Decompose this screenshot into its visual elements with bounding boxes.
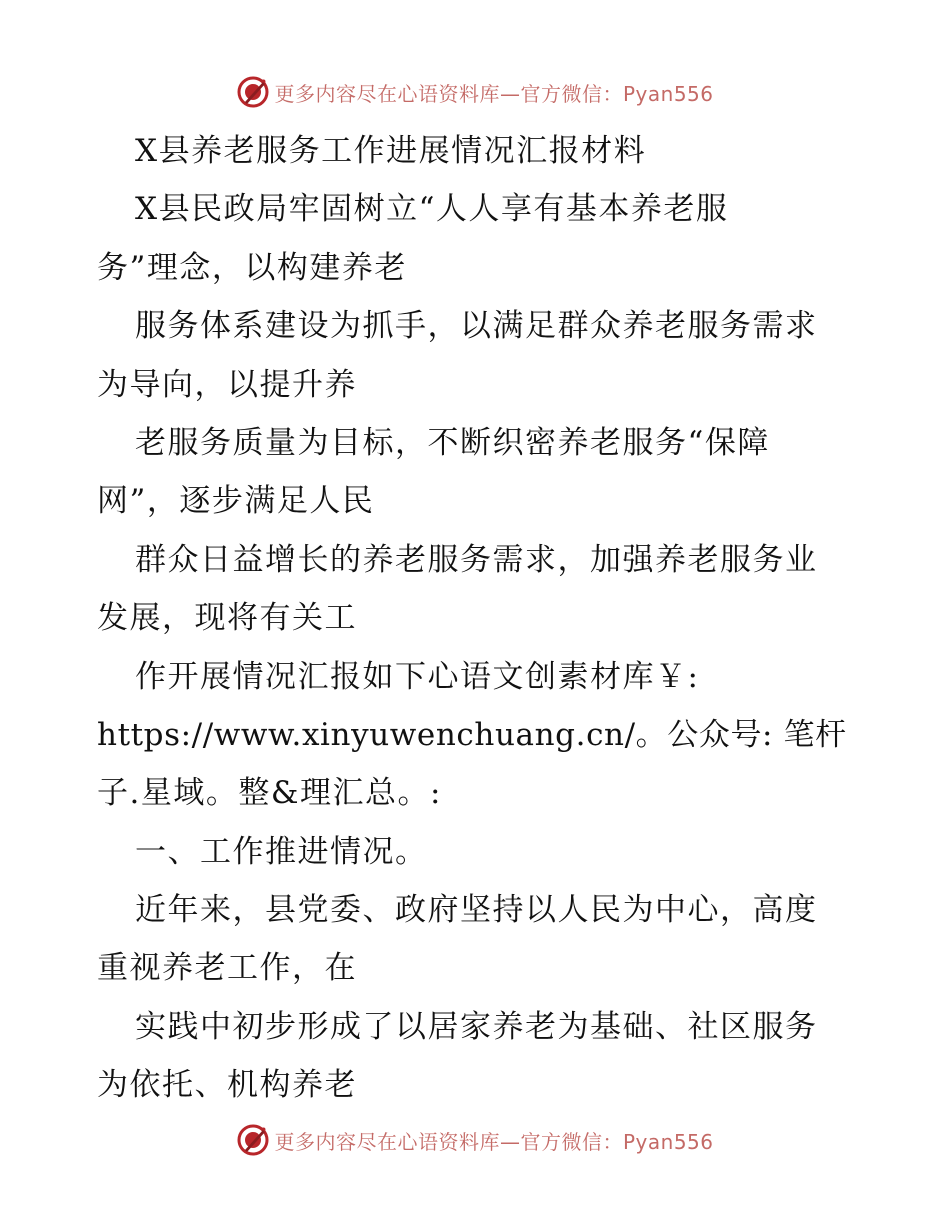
paragraph-line: 实践中初步形成了以居家养老为基础、社区服务 (135, 1008, 818, 1045)
paragraph-line: 群众日益增长的养老服务需求，加强养老服务业 (135, 541, 818, 578)
header-wechat-label: 官方微信： (520, 81, 623, 106)
paragraph-line: 子.星域。整&理汇总。: (97, 775, 442, 812)
footer-promo-text: 更多内容尽在心语资料库 (274, 1129, 500, 1154)
url-line: https://www.xinyuwenchuang.cn/。公众号: 笔杆 (97, 716, 847, 753)
paragraph-line: 网”，逐步满足人民 (97, 483, 375, 520)
paragraph-line: 服务体系建设为抓手，以满足群众养老服务需求 (135, 308, 818, 345)
header-separator: — (499, 81, 521, 106)
footer-separator: — (499, 1129, 521, 1154)
section-heading: 一、工作推进情况。 (135, 833, 428, 870)
paragraph-line: 为导向，以提升养 (97, 366, 357, 403)
document-title: X县养老服务工作进展情况汇报材料 (135, 133, 647, 169)
quill-logo-icon (236, 75, 270, 109)
paragraph-line: 重视养老工作，在 (97, 950, 357, 987)
footer-banner (0, 1120, 950, 1160)
footer-wechat-id: Pyan556 (622, 1129, 714, 1154)
paragraph-line: 近年来，县党委、政府坚持以人民为中心，高度 (135, 892, 818, 929)
paragraph-line: 作开展情况汇报如下心语文创素材库￥: (135, 658, 700, 695)
paragraph-line: 老服务质量为目标，不断织密养老服务“保障 (135, 424, 770, 461)
document-body (97, 122, 857, 1115)
header-banner (0, 72, 950, 112)
header-promo-text: 更多内容尽在心语资料库 (274, 81, 500, 106)
quill-logo-icon (236, 1123, 270, 1157)
paragraph-line: 为依托、机构养老 (97, 1067, 357, 1104)
paragraph-line: 务”理念，以构建养老 (97, 249, 407, 286)
header-wechat-id: Pyan556 (622, 81, 714, 106)
paragraph-line: 发展，现将有关工 (97, 600, 357, 637)
paragraph-line: X县民政局牢固树立“人人享有基本养老服 (135, 191, 729, 228)
footer-banner-text (274, 1126, 713, 1155)
header-banner-text (274, 78, 713, 107)
footer-wechat-label: 官方微信： (520, 1129, 623, 1154)
